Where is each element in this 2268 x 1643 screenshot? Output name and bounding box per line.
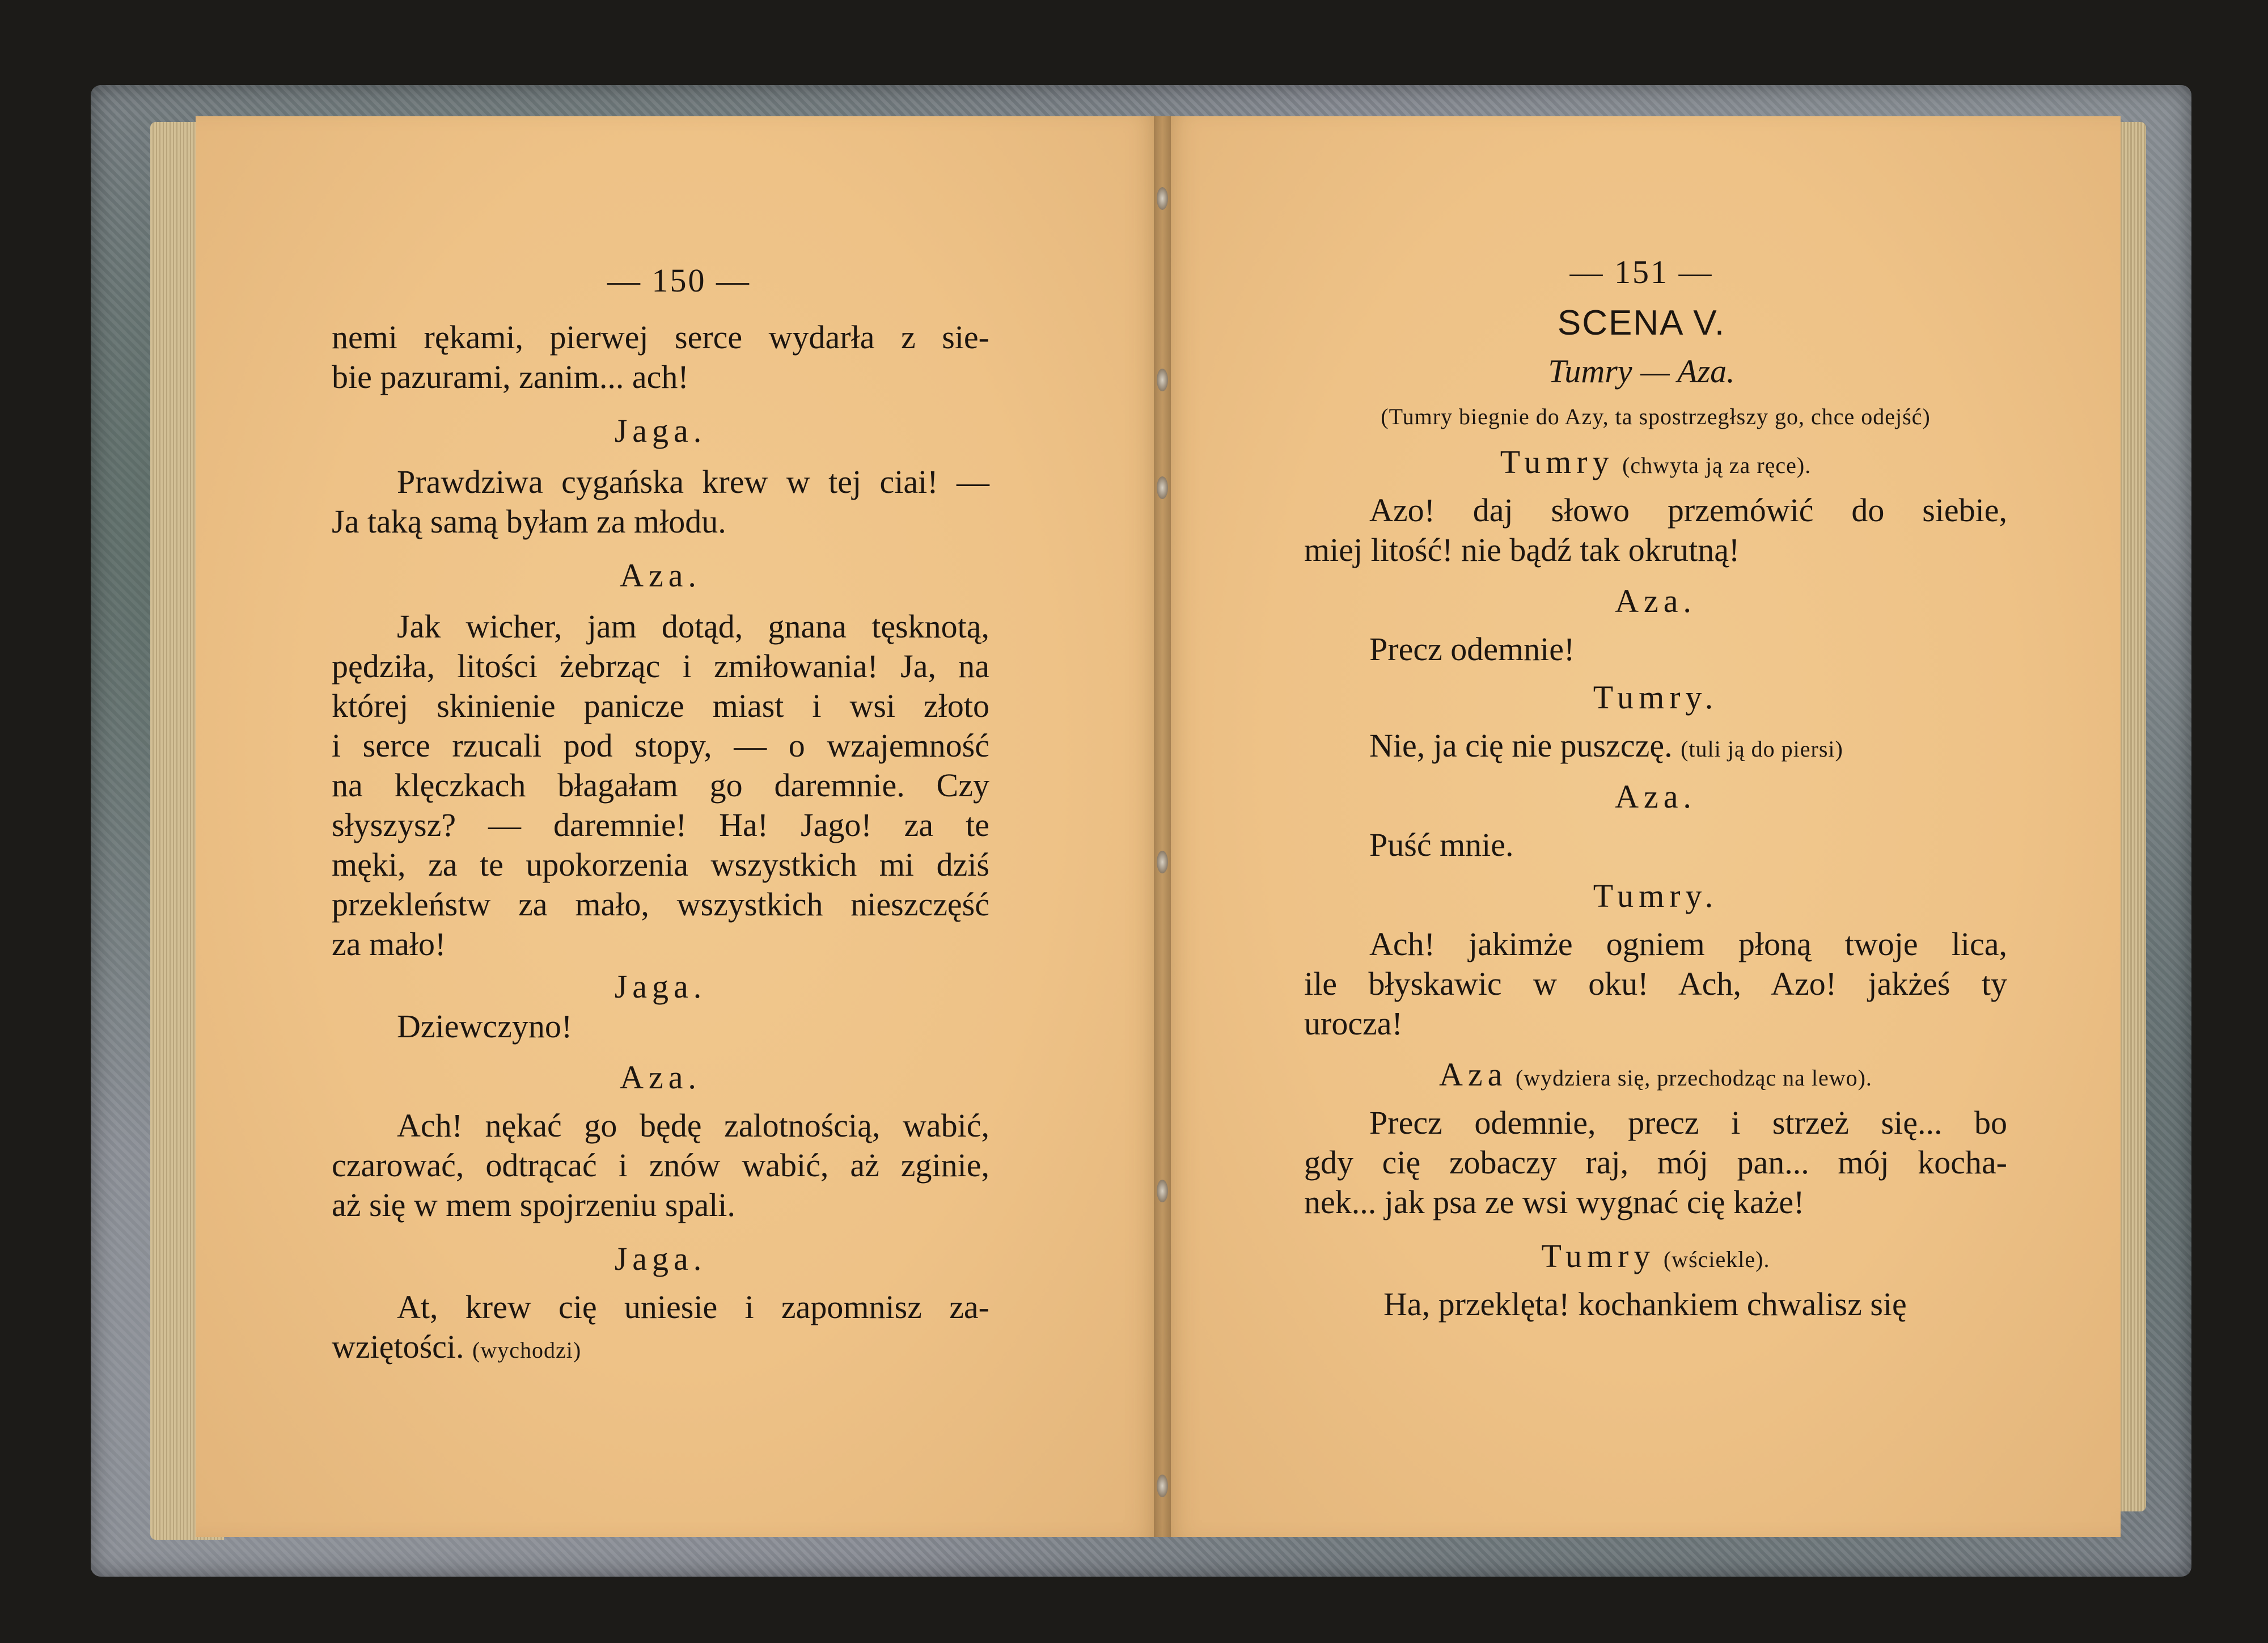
text-line: At, krew cię uniesie i zapomnisz za- <box>397 1289 989 1325</box>
text-line: przekleństw za mało, wszystkich nieszczęść <box>332 886 989 923</box>
stage-direction: (Tumry biegnie do Azy, ta spostrzegłszy go, chce odejść) <box>1381 404 1931 429</box>
text-line: miej litość! nie bądź tak okrutną! <box>1304 531 1740 568</box>
text-line: której skinienie panicze miast i wsi złoto <box>332 687 989 724</box>
text-line: nek... jak psa ze wsi wygnać cię każe! <box>1304 1184 1805 1220</box>
text-line: pędziła, litości żebrząc i zmiłowania! Ja, na <box>332 648 989 685</box>
text-line: Azo! daj słowo przemówić do siebie, <box>1369 492 2007 529</box>
stage-direction: (wściekle). <box>1663 1247 1770 1272</box>
text-line: słyszysz? — daremnie! Ha! Jago! za te <box>332 806 989 843</box>
text-line: aż się w mem spojrzeniu spali. <box>332 1186 735 1223</box>
speaker-name: Aza. <box>620 1059 701 1096</box>
text-line: za mało! <box>332 926 446 962</box>
text-line: męki, za te upokorzenia wszystkich mi dziś <box>332 846 989 883</box>
speaker-name: Tumry. <box>1593 679 1719 716</box>
text-line-with-stage <box>1369 726 1843 769</box>
text-line: czarować, odtrącać i znów wabić, aż zginie, <box>332 1147 989 1184</box>
text-line: ile błyskawic w oku! Ach, Azo! jakżeś ty <box>1304 965 2007 1002</box>
text-line: Prawdziwa cygańska krew w tej ciai! — <box>397 463 989 500</box>
speaker-name: Jaga. <box>614 412 707 449</box>
binding-stitch <box>1157 187 1168 210</box>
text-line: urocza! <box>1304 1005 1403 1042</box>
speaker-name: Jaga. <box>614 1240 707 1277</box>
speaker-name: Jaga. <box>614 968 707 1005</box>
speaker-name: Aza. <box>1615 582 1696 619</box>
speaker-line <box>1304 1236 2007 1279</box>
scene-cast: Tumry — Aza. <box>1548 353 1735 390</box>
speaker-line <box>1304 442 2007 485</box>
text-line: i serce rzucali pod stopy, — o wzajemność <box>332 727 989 764</box>
text-fragment: wziętości. <box>332 1328 464 1365</box>
stage-direction: (wychodzi) <box>472 1337 582 1363</box>
stage-direction: (tuli ją do piersi) <box>1681 736 1843 762</box>
page-number: — 150 — <box>607 262 751 299</box>
text-line: na klęczkach błagałam go daremnie. Czy <box>332 767 989 804</box>
speaker-name: Aza. <box>1615 778 1696 815</box>
binding-stitch <box>1157 369 1168 391</box>
binding-stitch <box>1157 1180 1168 1202</box>
scene-title: SCENA V. <box>1557 303 1726 343</box>
speaker-name: Tumry <box>1500 444 1614 480</box>
text-line: Jak wicher, jam dotąd, gnana tęsknotą, <box>397 608 989 645</box>
book-gutter <box>1154 116 1171 1537</box>
text-line: gdy cię zobaczy raj, mój pan... mój kocha- <box>1304 1144 2007 1181</box>
text-line: Precz odemnie! <box>1369 631 1575 668</box>
page-number: — 151 — <box>1569 254 1713 290</box>
text-line: Ach! nękać go będę zalotnością, wabić, <box>397 1107 989 1144</box>
binding-stitch <box>1157 476 1168 499</box>
text-line: Precz odemnie, precz i strzeż się... bo <box>1369 1104 2007 1141</box>
speaker-name: Aza. <box>620 557 701 594</box>
right-page <box>1162 116 2121 1537</box>
left-page <box>196 116 1162 1537</box>
text-line: bie pazurami, zanim... ach! <box>332 358 689 395</box>
speaker-name: Tumry <box>1541 1237 1656 1274</box>
speaker-line <box>1304 1055 2007 1098</box>
text-line: nemi rękami, pierwej serce wydarła z sie- <box>332 319 989 356</box>
speaker-name: Tumry. <box>1593 877 1719 914</box>
binding-stitch <box>1157 851 1168 873</box>
stage-direction: (chwyta ją za ręce). <box>1622 453 1812 478</box>
binding-stitch <box>1157 1475 1168 1497</box>
text-line-with-stage <box>332 1327 581 1370</box>
text-line: Ach! jakimże ogniem płoną twoje lica, <box>1369 926 2007 962</box>
text-line: Ha, przeklęta! kochankiem chwalisz się <box>1383 1286 1907 1323</box>
text-line: Puść mnie. <box>1369 826 1514 863</box>
text-fragment: Nie, ja cię nie puszczę. <box>1369 727 1673 764</box>
stage-direction: (wydziera się, przechodząc na lewo). <box>1515 1065 1872 1091</box>
text-line: Ja taką samą byłam za młodu. <box>332 503 726 540</box>
text-line: Dziewczyno! <box>397 1008 573 1045</box>
speaker-name: Aza <box>1439 1056 1508 1093</box>
